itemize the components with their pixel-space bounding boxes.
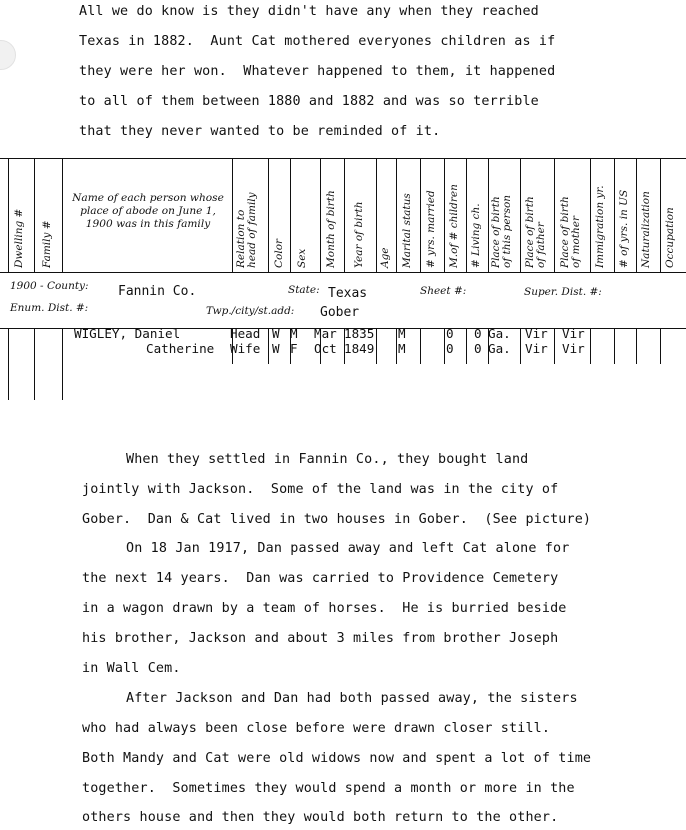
header-immigration: Immigration yr. xyxy=(594,185,606,268)
text-line: to all of them between 1880 and 1882 and was so terrible xyxy=(79,94,539,109)
text-line: in a wagon drawn by a team of horses. He is burried beside xyxy=(82,601,567,616)
sheet-label: Sheet #: xyxy=(420,285,467,297)
cell-color: W xyxy=(272,326,280,341)
cell-sex: M xyxy=(290,326,298,341)
punch-hole xyxy=(0,40,16,70)
text-line: who had always been close before were drawn closer still. xyxy=(82,721,551,736)
text-line: in Wall Cem. xyxy=(82,661,181,676)
county-label: 1900 - County: xyxy=(10,280,89,292)
header-sex: Sex xyxy=(296,248,308,268)
twp-label: Twp./city/st.add: xyxy=(206,305,295,317)
text-line: together. Sometimes they would spend a month or more in the xyxy=(82,781,575,796)
cell-relation: Wife xyxy=(230,341,261,356)
header-month-birth: Month of birth xyxy=(325,190,337,268)
cell-children: 0 xyxy=(446,341,454,356)
cell-sex: F xyxy=(290,341,298,356)
twp-value: Gober xyxy=(320,305,360,320)
header-dwelling: Dwelling # xyxy=(13,208,25,268)
text-line: After Jackson and Dan had both passed away, the sisters xyxy=(126,691,578,706)
cell-year: 1849 xyxy=(344,341,375,356)
text-line: When they settled in Fannin Co., they bought land xyxy=(126,452,529,467)
table-rule xyxy=(0,272,686,273)
cell-mother: Vir xyxy=(562,341,585,356)
header-name: Name of each person whose place of abode on June 1, 1900 was in this family xyxy=(72,192,224,230)
text-line: Gober. Dan & Cat lived in two houses in Gober. (See picture) xyxy=(82,512,592,527)
cell-father: Vir xyxy=(525,326,548,341)
cell-month: Oct xyxy=(314,341,337,356)
census-table xyxy=(0,156,686,401)
header-year-birth: Year of birth xyxy=(353,201,365,268)
cell-color: W xyxy=(272,341,280,356)
cell-month: Mar xyxy=(314,326,337,341)
text-line: his brother, Jackson and about 3 miles from brother Joseph xyxy=(82,631,559,646)
text-line: On 18 Jan 1917, Dan passed away and left Cat alone for xyxy=(126,541,570,556)
cell-relation: Head xyxy=(230,326,261,341)
header-occupation: Occupation xyxy=(664,207,676,268)
header-yrs-married: # yrs. married xyxy=(425,190,437,268)
text-line: All we do know is they didn't have any when they reached xyxy=(79,4,539,19)
header-relation: Relation to head of family xyxy=(235,192,258,268)
header-family: Family # xyxy=(41,220,53,268)
text-line: they were her won. Whatever happened to them, it happened xyxy=(79,64,556,79)
header-age: Age xyxy=(379,247,391,268)
cell-marital: M xyxy=(398,341,406,356)
county-value: Fannin Co. xyxy=(118,284,197,299)
cell-name: WIGLEY, Daniel xyxy=(74,326,181,341)
cell-living: 0 xyxy=(474,341,482,356)
state-value: Texas xyxy=(328,286,368,301)
cell-place: Ga. xyxy=(488,341,511,356)
cell-living: 0 xyxy=(474,326,482,341)
header-place-mother: Place of birth of mother xyxy=(559,196,582,268)
header-color: Color xyxy=(273,238,285,268)
header-yrs-us: # of yrs. in US xyxy=(618,189,630,268)
enum-dist-label: Enum. Dist. #: xyxy=(10,302,89,314)
cell-place: Ga. xyxy=(488,326,511,341)
cell-name: Catherine xyxy=(146,341,215,356)
header-place-father: Place of birth of father xyxy=(524,196,547,268)
table-rule xyxy=(0,158,686,159)
text-line: others house and then they would both return to the other. xyxy=(82,810,559,825)
state-label: State: xyxy=(288,284,320,296)
header-marital: Marital status xyxy=(401,193,413,268)
header-naturalization: Naturalization xyxy=(640,191,652,268)
cell-children: 0 xyxy=(446,326,454,341)
text-line: that they never wanted to be reminded of it. xyxy=(79,124,441,139)
text-line: jointly with Jackson. Some of the land was in the city of xyxy=(82,482,559,497)
cell-year: 1835 xyxy=(344,326,375,341)
cell-mother: Vir xyxy=(562,326,585,341)
cell-marital: M xyxy=(398,326,406,341)
text-line: Texas in 1882. Aunt Cat mothered everyones children as if xyxy=(79,34,556,49)
super-dist-label: Super. Dist. #: xyxy=(524,286,602,298)
header-children: M.of # children xyxy=(448,184,460,268)
cell-father: Vir xyxy=(525,341,548,356)
header-place-person: Place of birth of this person xyxy=(490,194,513,268)
text-line: Both Mandy and Cat were old widows now and spent a lot of time xyxy=(82,751,592,766)
text-line: the next 14 years. Dan was carried to Providence Cemetery xyxy=(82,571,559,586)
header-living: # Living ch. xyxy=(470,203,482,268)
